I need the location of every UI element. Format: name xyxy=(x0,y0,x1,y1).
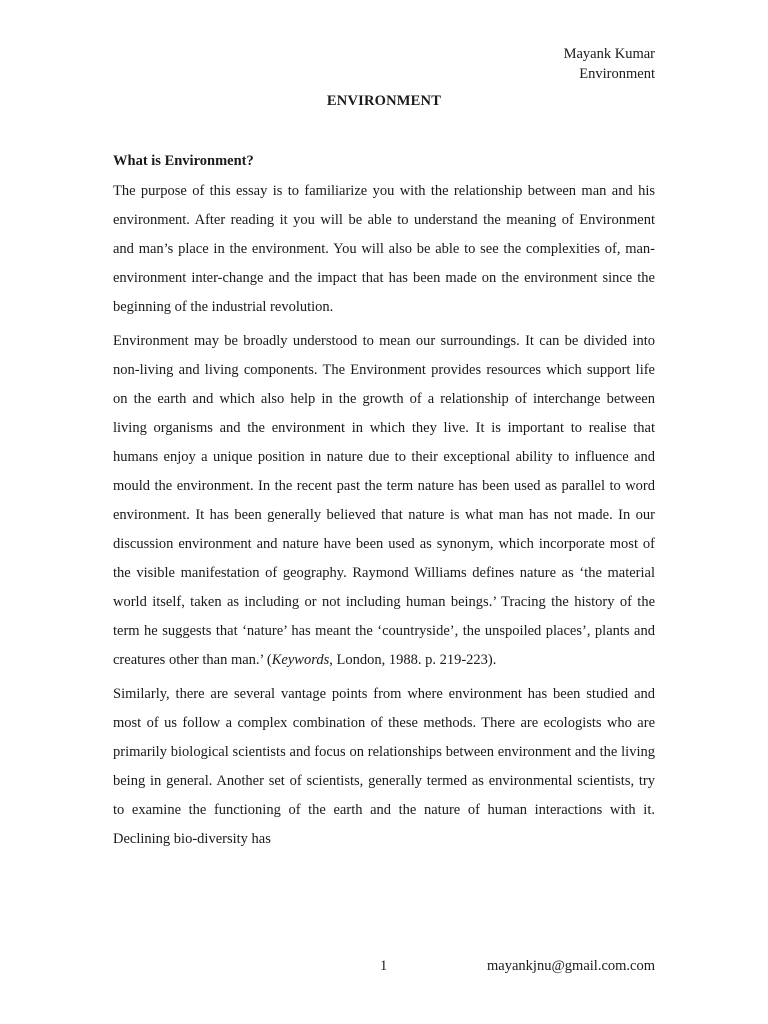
header-subject: Environment xyxy=(579,66,655,82)
header-author: Mayank Kumar xyxy=(563,46,655,62)
footer-email: mayankjnu@gmail.com.com xyxy=(487,958,655,974)
citation-open: ( xyxy=(266,652,272,668)
paragraph-3: Similarly, there are several vantage points from where environment has been studied and most of us follow a complex combination of these methods. There are ecologists who are primarily biological scientists and focus on relationships between environment and the living being in general. Another set of scientists, generally termed as environmental scientists, try to examine the functioning of the earth and the nature of human interactions with it. Declining bio-diversity has xyxy=(113,686,655,847)
citation-title: Keywords xyxy=(271,652,330,668)
paragraph-2-text: Environment may be broadly understood to mean our surroundings. It can be divided into non-living and living components. The Environment provides resources which support life on the earth and which also help in the growth of a relationship of interchange between living organisms and the environment in which they live. It is important to realise that humans enjoy a unique position in nature due to their exceptional ability to influence and mould the environment. In the recent past the term nature has been used as parallel to word environment. It has been generally believed that nature is what man has not made. In our discussion environment and nature have been used as synonym, which incorporate most of the visible manifestation of geography. Raymond Williams defines nature as ‘the material world itself, taken as including or not including human beings.’ Tracing the history of the term he suggests that ‘nature’ has meant the ‘countryside’, the unspoiled places’, plants and creatures other than man.’ xyxy=(113,333,655,668)
paragraph-1: The purpose of this essay is to familiarize you with the relationship between man and his environment. After reading it you will be able to understand the meaning of Environment and man’s place in the environment. You will also be able to see the complexities of, man-environment inter-change and the impact that has been made on the environment since the beginning of the industrial revolution. xyxy=(113,183,655,315)
section-heading: What is Environment? xyxy=(113,153,254,169)
page-header xyxy=(564,44,655,84)
citation-details: , London, 1988. p. 219-223). xyxy=(329,652,497,668)
page-number: 1 xyxy=(380,958,388,974)
page-title: ENVIRONMENT xyxy=(326,93,442,109)
document-body xyxy=(113,150,655,859)
paragraph-2 xyxy=(113,327,655,675)
